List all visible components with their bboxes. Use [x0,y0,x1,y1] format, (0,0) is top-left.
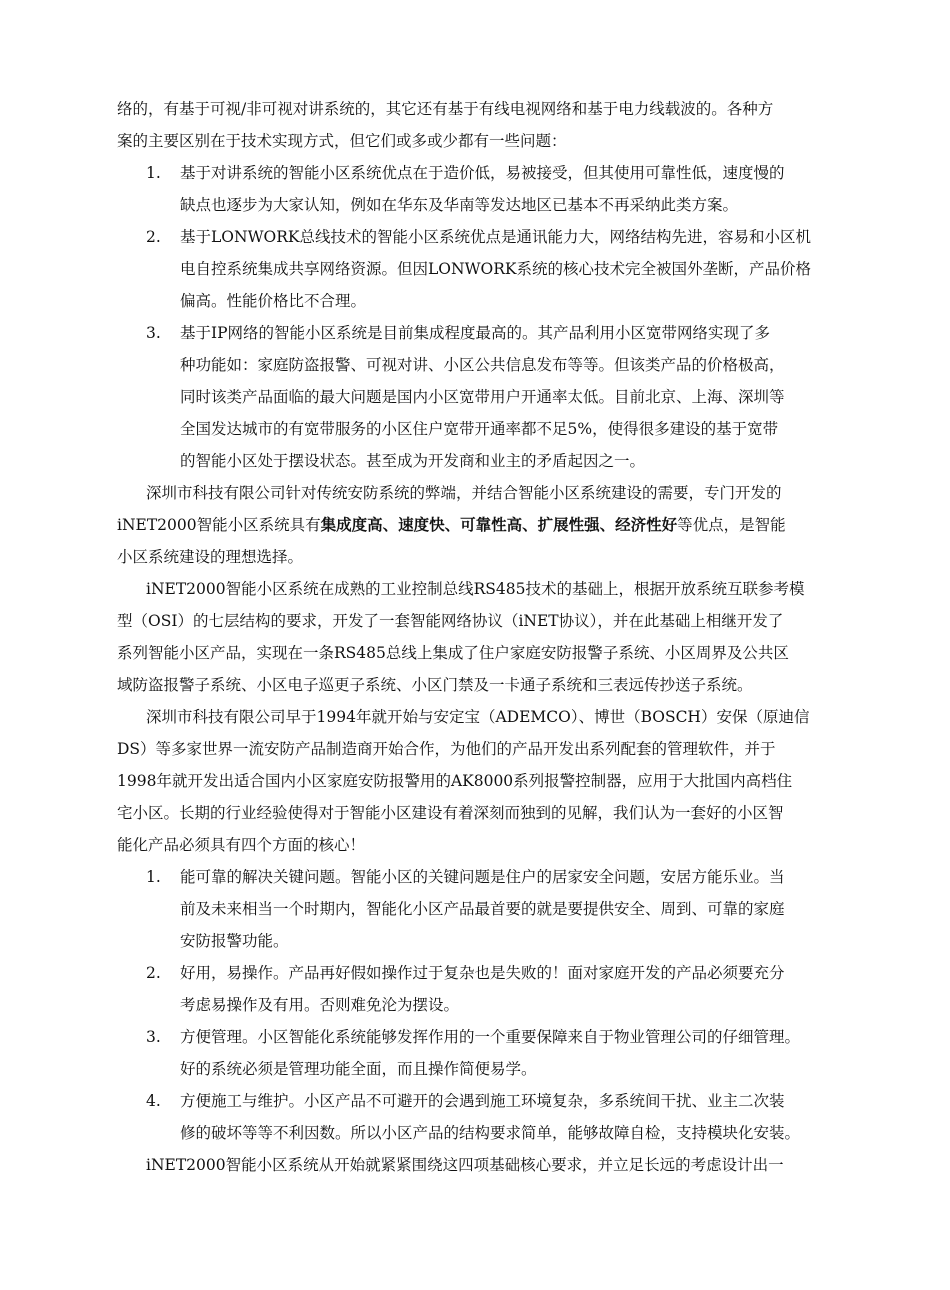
core-item-1-line-2: 前及未来相当一个时期内，智能化小区产品最首要的就是要提供安全、周到、可靠的家庭 [180,900,785,918]
problem-item-3-line-3: 同时该类产品面临的最大问题是国内小区宽带用户开通率太低。目前北京、上海、深圳等 [180,388,785,406]
problem-item-3-line-1: 基于IP网络的智能小区系统是目前集成程度最高的。其产品利用小区宽带网络实现了多 [180,324,771,342]
problem-item-2-line-1: 基于LONWORK总线技术的智能小区系统优点是通讯能力大，网络结构先进，容易和小区机 [180,228,811,246]
core-item-4-line-2: 修的破坏等等不利因数。所以小区产品的结构要求简单，能够故障自检，支持模块化安装。 [180,1124,801,1142]
intro-line-1: 络的，有基于可视/非可视对讲系统的，其它还有基于有线电视网络和基于电力线载波的。各种方 [117,100,774,118]
rs485-paragraph-line-1: iNET2000智能小区系统在成熟的工业控制总线RS485技术的基础上，根据开放系统互联参考模 [146,580,805,598]
company-paragraph-line-2-end: 等优点，是智能 [677,516,786,534]
core-item-3-line-1: 方便管理。小区智能化系统能够发挥作用的一个重要保障来自于物业管理公司的仔细管理。 [180,1028,801,1046]
company-paragraph-line-1: 深圳市科技有限公司针对传统安防系统的弊端，并结合智能小区系统建设的需要，专门开发的 [146,484,782,502]
problem-item-3-line-2: 种功能如：家庭防盗报警、可视对讲、小区公共信息发布等等。但该类产品的价格极高， [180,356,785,374]
history-paragraph-line-4: 宅小区。长期的行业经验使得对于智能小区建设有着深刻而独到的见解，我们认为一套好的小区智 [117,804,784,822]
history-paragraph-line-1: 深圳市科技有限公司早于1994年就开始与安定宝（ADEMCO）、博世（BOSCH）安保（原迪信 [146,708,810,726]
problem-item-2-line-2: 电自控系统集成共享网络资源。但因LONWORK系统的核心技术完全被国外垄断，产品价格 [180,260,811,278]
core-item-2-number: 2. [146,964,161,982]
rs485-paragraph-line-4: 域防盗报警子系统、小区电子巡更子系统、小区门禁及一卡通子系统和三表远传抄送子系统。 [117,676,753,694]
closing-paragraph-line-1: iNET2000智能小区系统从开始就紧紧围绕这四项基础核心要求，并立足长远的考虑设计出一 [146,1156,784,1174]
rs485-paragraph-line-2: 型（OSI）的七层结构的要求，开发了一套智能网络协议（iNET协议），并在此基础上相继开发了 [117,612,784,630]
rs485-paragraph-line-3: 系列智能小区产品，实现在一条RS485总线上集成了住户家庭安防报警子系统、小区周界及公共区 [117,644,789,662]
core-item-1-number: 1. [146,868,161,886]
key-advantages-bold: 集成度高、速度快、可靠性高、扩展性强、经济性好 [320,515,678,534]
core-item-4-line-1: 方便施工与维护。小区产品不可避开的会遇到施工环境复杂，多系统间干扰、业主二次装 [180,1092,785,1110]
intro-line-2: 案的主要区别在于技术实现方式，但它们或多或少都有一些问题： [117,132,567,150]
history-paragraph-line-2: DS）等多家世界一流安防产品制造商开始合作，为他们的产品开发出系列配套的管理软件，并于 [117,740,776,758]
core-item-1-line-1: 能可靠的解决关键问题。智能小区的关键问题是住户的居家安全问题，安居方能乐业。当 [180,868,785,886]
core-item-3-line-2: 好的系统必须是管理功能全面，而且操作简便易学。 [180,1060,537,1078]
problem-item-3-number: 3. [146,324,161,342]
core-item-1-line-3: 安防报警功能。 [180,932,289,950]
problem-item-2-line-3: 偏高。性能价格比不合理。 [180,292,367,310]
core-item-2-line-2: 考虑易操作及有用。否则难免沦为摆设。 [180,996,460,1014]
company-paragraph-line-2-start: iNET2000智能小区系统具有 [117,516,321,534]
core-item-3-number: 3. [146,1028,161,1046]
problem-item-1-number: 1. [146,164,161,182]
core-item-2-line-1: 好用，易操作。产品再好假如操作过于复杂也是失败的！面对家庭开发的产品必须要充分 [180,964,785,982]
core-item-4-number: 4. [146,1092,161,1110]
problem-item-1-line-1: 基于对讲系统的智能小区系统优点在于造价低，易被接受，但其使用可靠性低，速度慢的 [180,164,785,182]
history-paragraph-line-5: 能化产品必须具有四个方面的核心！ [117,836,366,854]
problem-item-1-line-2: 缺点也逐步为大家认知，例如在华东及华南等发达地区已基本不再采纳此类方案。 [180,196,739,214]
company-paragraph-line-2 [117,515,786,535]
company-paragraph-line-3: 小区系统建设的理想选择。 [117,548,304,566]
problem-item-3-line-5: 的智能小区处于摆设状态。甚至成为开发商和业主的矛盾起因之一。 [180,452,646,470]
problem-item-2-number: 2. [146,228,161,246]
problem-item-3-line-4: 全国发达城市的有宽带服务的小区住户宽带开通率都不足5%，使得很多建设的基于宽带 [180,420,779,438]
history-paragraph-line-3: 1998年就开发出适合国内小区家庭安防报警用的AK8000系列报警控制器，应用于大批国内高档住 [117,772,793,790]
